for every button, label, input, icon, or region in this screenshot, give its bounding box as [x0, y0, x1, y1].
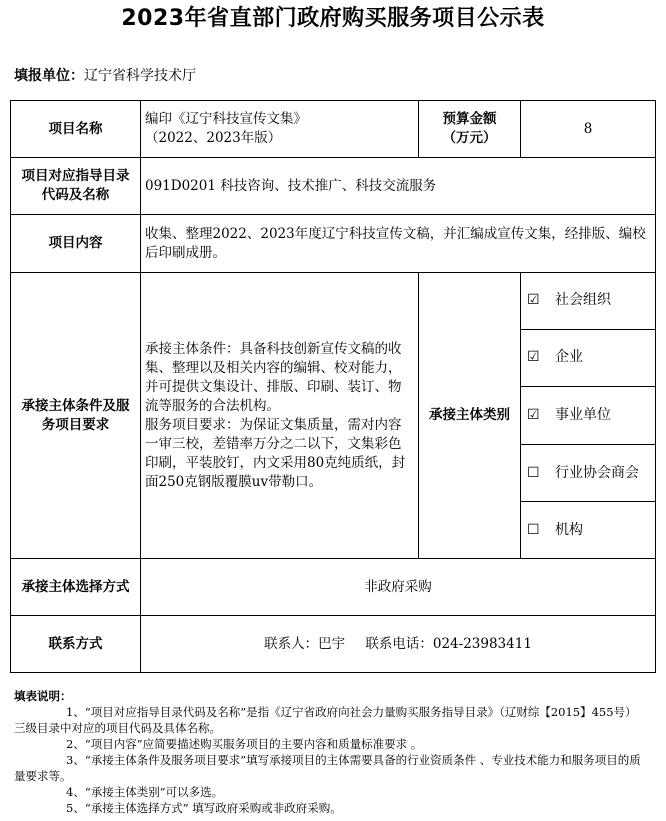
contact-phone: 联系电话：024-23983411: [365, 635, 532, 652]
checkbox-icon[interactable]: ☐: [527, 521, 540, 538]
category-item: [521, 387, 655, 445]
content-value: 收集、整理2022、2023年度辽宁科技宣传文稿，并汇编成宣传文集，经排版、编校后印刷成册。: [141, 215, 656, 273]
category-name: 事业单位: [555, 406, 611, 423]
notes-title: 填表说明：: [14, 689, 72, 703]
contact-label: 联系方式: [11, 616, 141, 673]
category-label: 承接主体类别: [419, 273, 521, 559]
reporting-unit-value: 辽宁省科学技术厅: [84, 68, 196, 84]
project-name-label: 项目名称: [11, 101, 141, 158]
row-project-name: [11, 101, 656, 158]
checkbox-icon[interactable]: ☑: [527, 292, 540, 309]
row-contact: [11, 616, 656, 673]
row-selection: [11, 559, 656, 616]
row-catalog: [11, 158, 656, 215]
selection-value: 非政府采购: [141, 559, 656, 616]
catalog-value: 091D0201 科技咨询、技术推广、科技交流服务: [141, 158, 656, 215]
content-label: 项目内容: [11, 215, 141, 273]
note-item: 1、“项目对应指导目录代码及名称”是指《辽宁省政府向社会力量购买服务指导目录》（辽财综【2015】455号）三级目录中对应的项目代码及具体名称。: [14, 705, 637, 735]
category-name: 企业: [555, 349, 583, 366]
note-item: 5、“承接主体选择方式” 填写政府采购或非政府采购。: [66, 801, 342, 815]
requirements-label: 承接主体条件及服务项目要求: [11, 273, 141, 559]
project-name-line1: 编印《辽宁科技宣传文集》: [145, 111, 307, 127]
row-content: [11, 215, 656, 273]
reporting-unit-label: 填报单位：: [14, 68, 84, 84]
project-name-line2: （2022、2023年版）: [145, 130, 282, 146]
requirements-text1: 承接主体条件：具备科技创新宣传文稿的收集、整理以及相关内容的编辑、校对能力，并可提供文集设计、排版、印刷、装订、物流等服务的合法机构。: [145, 340, 402, 414]
note-item: 3、“承接主体条件及服务项目要求”填写承接项目的主体需要具备的行业资质条件 、专业技术能力和服务项目的质量要求等。: [14, 753, 641, 783]
row-requirements: [11, 273, 656, 559]
requirements-value: [141, 273, 419, 559]
category-list: [521, 273, 655, 558]
page-title: 2023年省直部门政府购买服务项目公示表: [121, 6, 545, 31]
budget-label-line1: 预算金额: [442, 111, 497, 127]
budget-value: 8: [521, 101, 656, 158]
requirements-text2: 服务项目要求：为保证文集质量，需对内容一审三校，差错率万分之二以下，文集彩色印刷，平装胶钉，内文采用80克纯质纸，封面250克钢版覆膜uv带勒口。: [145, 416, 406, 490]
reporting-unit: [14, 66, 196, 86]
category-item: [521, 273, 655, 329]
budget-label-line2: （万元）: [442, 130, 497, 146]
note-item: 4、“承接主体类别”可以多选。: [66, 785, 224, 799]
checkbox-icon[interactable]: ☑: [527, 406, 540, 423]
contact-value: [141, 616, 656, 673]
category-options: [521, 273, 656, 559]
category-item: [521, 502, 655, 558]
budget-label: [419, 101, 521, 158]
checkbox-icon[interactable]: ☐: [527, 464, 540, 481]
form-notes: [14, 688, 646, 816]
category-name: 机构: [555, 521, 583, 538]
category-name: 行业协会商会: [555, 464, 639, 481]
contact-person: 联系人：巴宇: [264, 635, 346, 652]
note-item: 2、“项目内容”应简要描述购买服务项目的主要内容和质量标准要求 。: [66, 737, 423, 751]
category-name: 社会组织: [555, 292, 611, 309]
category-item: [521, 329, 655, 387]
project-name-value: [141, 101, 419, 158]
category-item: [521, 444, 655, 502]
project-table: [10, 100, 656, 673]
selection-label: 承接主体选择方式: [11, 559, 141, 616]
catalog-label: 项目对应指导目录代码及名称: [11, 158, 141, 215]
checkbox-icon[interactable]: ☑: [527, 349, 540, 366]
